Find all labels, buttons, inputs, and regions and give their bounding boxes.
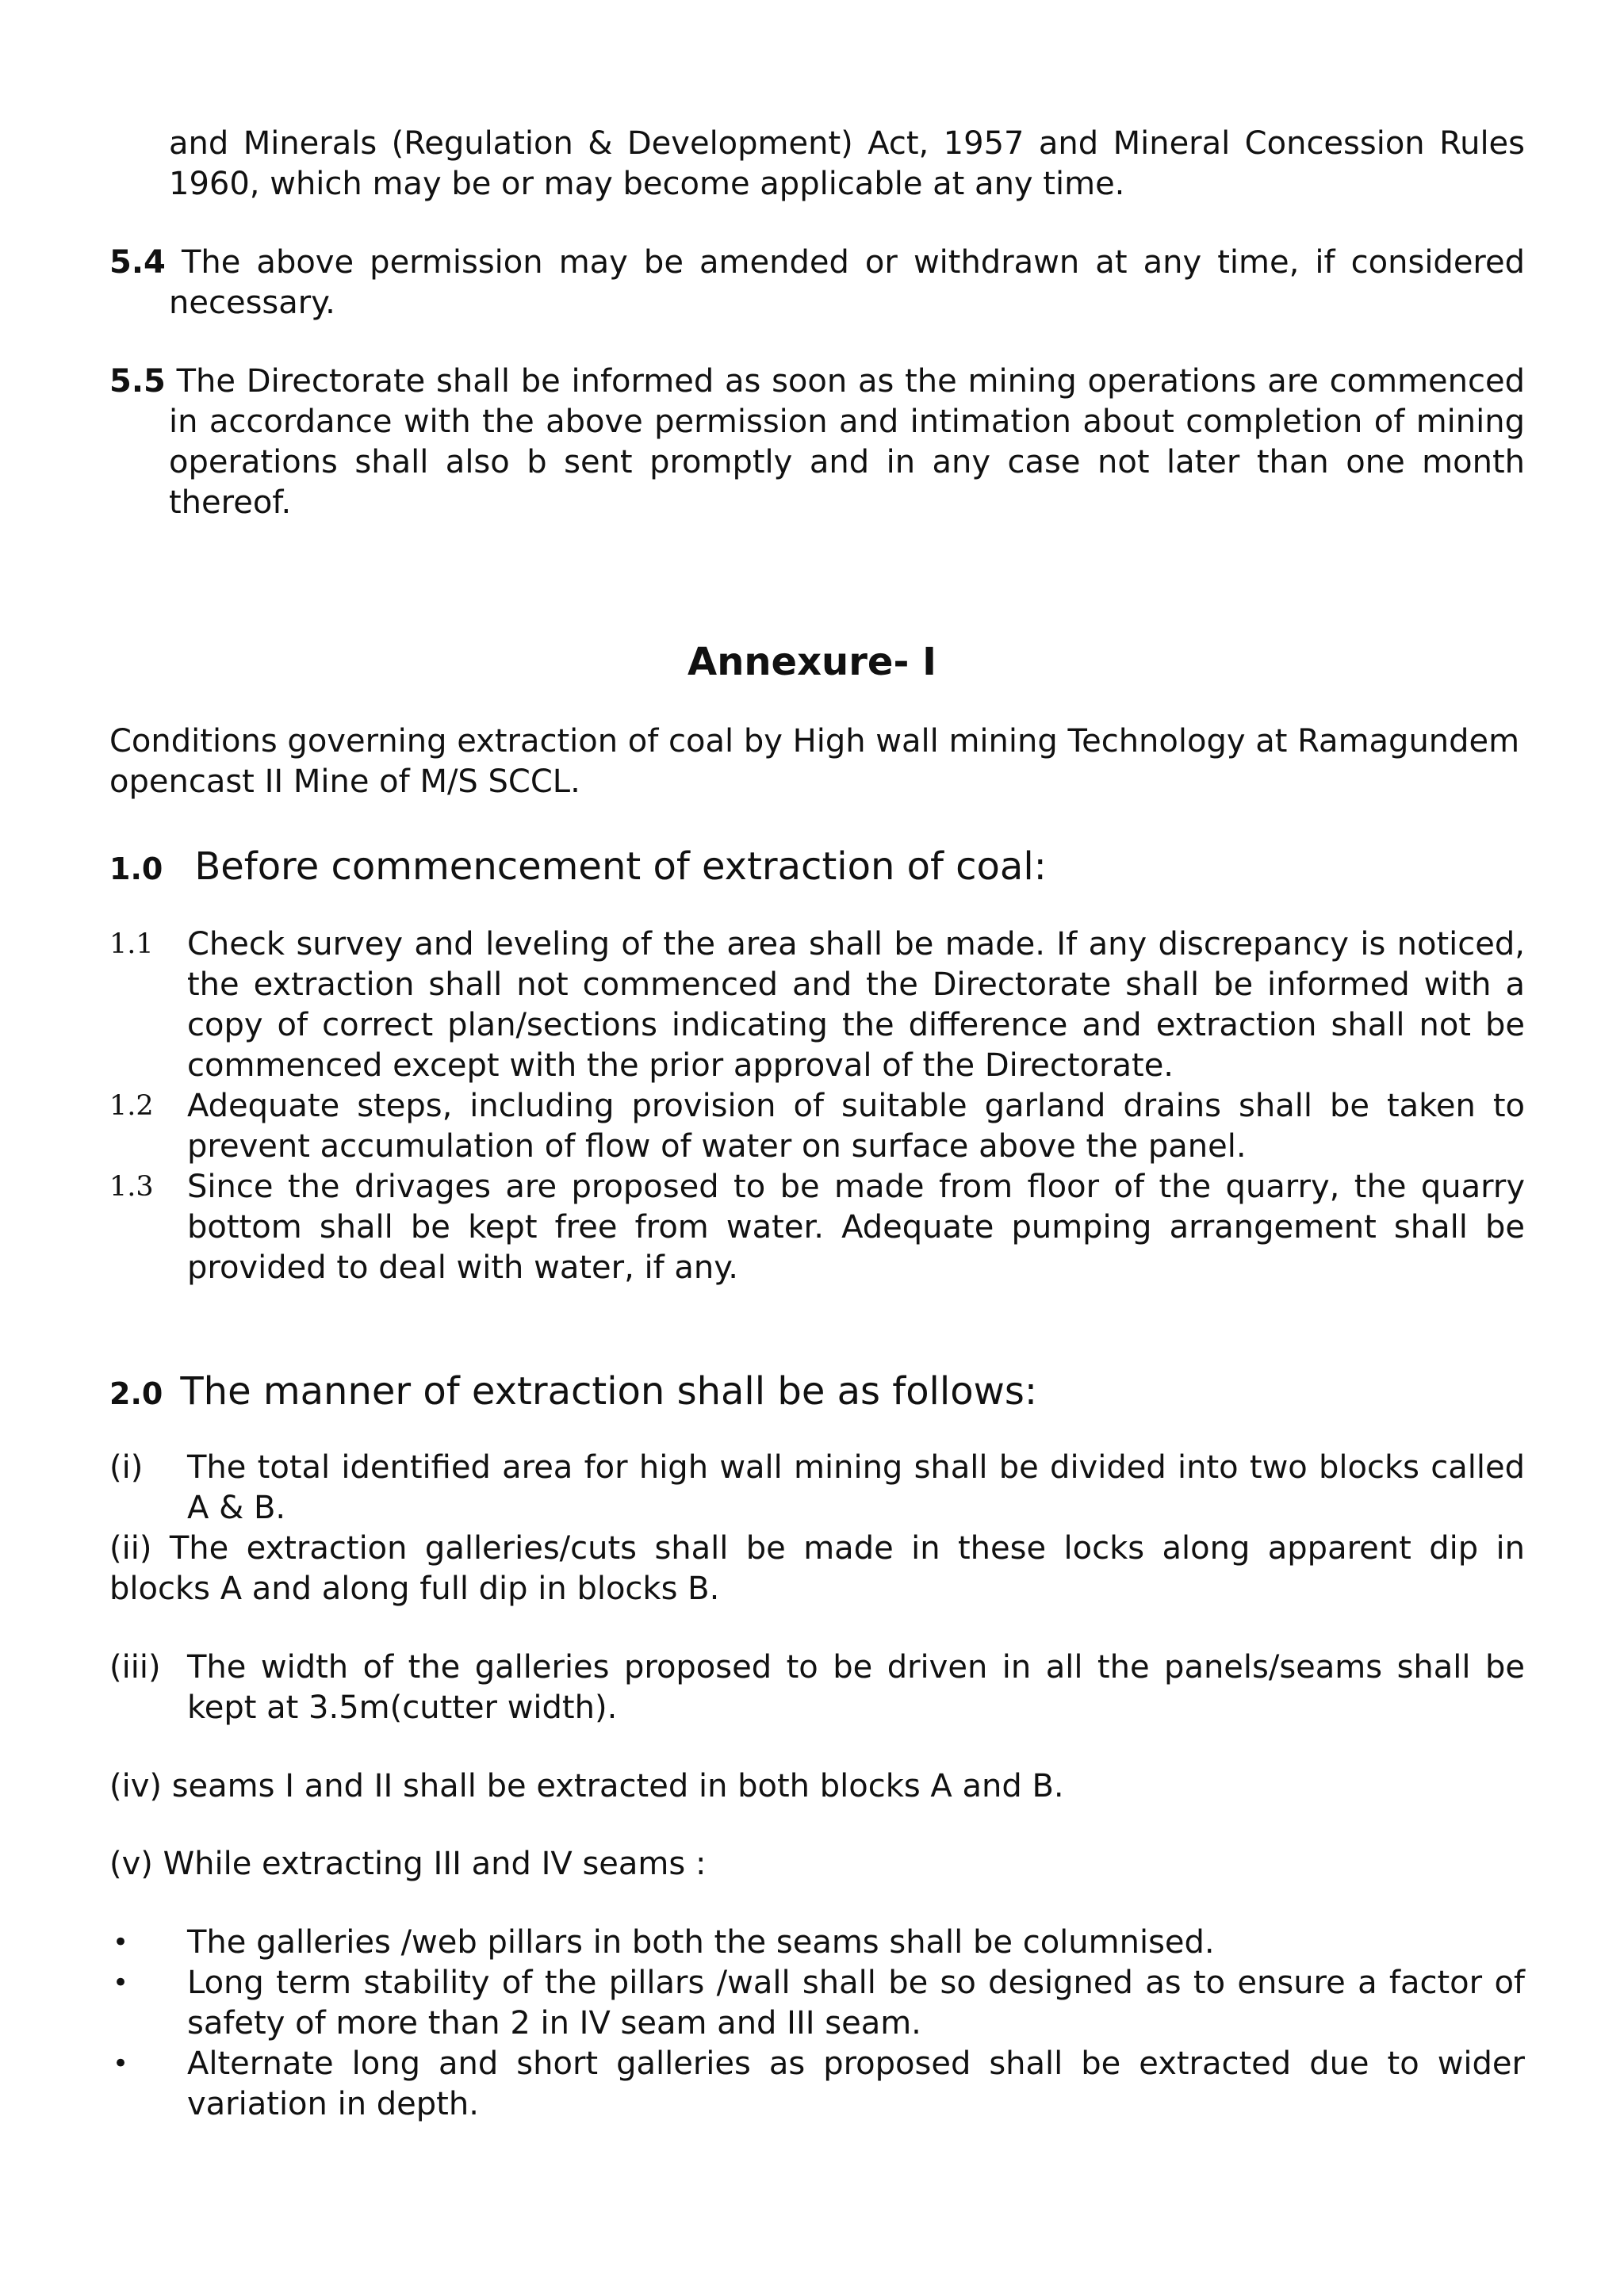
sub-item-ii: (ii) The extraction galleries/cuts shall be made in these locks along apparent dip in blocks A and along full dip in blocks B. [109, 1530, 1525, 1607]
item-text: Adequate steps, including provision of suitable garland drains shall be taken to prevent accumulation of flow of water on surface above the panel. [187, 1088, 1525, 1165]
clause-5-4 [109, 243, 1525, 323]
section-number: 1.0 [109, 851, 163, 886]
section-2-heading [109, 1367, 1525, 1418]
annexure-intro: Conditions governing extraction of coal by High wall mining Technology at Ramagundem opencast II Mine of M/S SCCL. [109, 723, 1520, 800]
item-text: Alternate long and short galleries as proposed shall be extracted due to wider variation in depth. [187, 2045, 1525, 2122]
list-item [109, 2044, 1525, 2125]
list-item [109, 1963, 1525, 2044]
item-number: 1.2 [109, 1090, 154, 1122]
clause-text: The above permission may be amended or withdrawn at any time, if considered necessary. [169, 244, 1525, 321]
clause-5-5 [109, 362, 1525, 523]
item-text: Check survey and leveling of the area shall be made. If any discrepancy is noticed, the extraction shall not commenced and the Directorate shall be informed with a copy of correct plan/sections indicating the difference and extraction shall not be commenced except with the prior approval of the Directorate. [187, 926, 1525, 1084]
list-item [109, 1923, 1525, 1963]
list-item [109, 924, 1525, 1086]
bullet-icon: • [113, 2048, 129, 2080]
clause-number: 5.4 [109, 244, 166, 281]
section-1-heading [109, 842, 1525, 894]
item-text: The width of the galleries proposed to be driven in all the panels/seams shall be kept at 3.5m(cutter width). [187, 1649, 1525, 1726]
item-number: (iii) [109, 1649, 161, 1686]
item-text: Since the drivages are proposed to be made from floor of the quarry, the quarry bottom shall be kept free from water. Adequate pumping arrangement shall be provided to deal with water, if any. [187, 1169, 1525, 1286]
section-title: The manner of extraction shall be as follows: [180, 1369, 1038, 1414]
clause-text: The Directorate shall be informed as soon as the mining operations are commenced in accordance with the above permission and intimation about completion of mining operations shall also b sent promptly and in any case not later than one month thereof. [169, 363, 1525, 521]
list-item [109, 1167, 1525, 1288]
bullet-icon: • [113, 1967, 129, 1999]
item-text: The galleries /web pillars in both the seams shall be columnised. [187, 1924, 1215, 1961]
item-text: The total identified area for high wall mining shall be divided into two blocks called A & B. [187, 1449, 1525, 1526]
bullet-icon: • [113, 1927, 129, 1958]
sub-item-i [109, 1448, 1525, 1529]
section-number: 2.0 [109, 1376, 163, 1411]
sub-item-v: (v) While extracting III and IV seams : [109, 1846, 707, 1882]
item-text: Long term stability of the pillars /wall shall be so designed as to ensure a factor of safety of more than 2 in IV seam and III seam. [187, 1965, 1525, 2042]
sub-item-iv: (iv) seams I and II shall be extracted in both blocks A and B. [109, 1768, 1064, 1804]
annexure-title: Annexure- I [688, 640, 936, 684]
sub-item-iii [109, 1647, 1525, 1728]
bullet-list [109, 1923, 1525, 2125]
section-title: Before commencement of extraction of coal: [194, 844, 1047, 889]
item-number: 1.3 [109, 1171, 154, 1203]
clause-number: 5.5 [109, 363, 166, 400]
list-item [109, 1086, 1525, 1167]
item-number: 1.1 [109, 928, 154, 960]
continuation-paragraph: and Minerals (Regulation & Development) Act, 1957 and Mineral Concession Rules 1960, which may be or may become applicable at any time. [169, 125, 1525, 202]
item-number: (i) [109, 1449, 144, 1486]
section-1-list [109, 924, 1525, 1288]
